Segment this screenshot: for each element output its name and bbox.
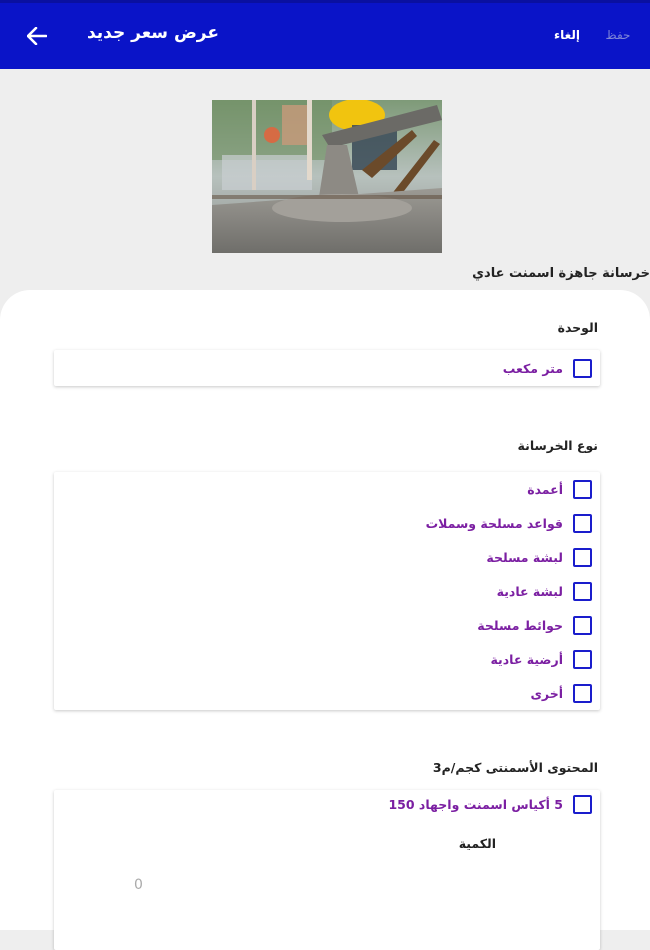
checkbox[interactable] bbox=[573, 650, 592, 669]
option-cubic-meter[interactable] bbox=[192, 356, 592, 380]
option-5-bags-150[interactable] bbox=[192, 792, 592, 816]
option-reinforced-raft[interactable] bbox=[192, 545, 592, 569]
unit-options-card bbox=[54, 350, 600, 386]
option-label: قواعد مسلحة وسملات bbox=[425, 515, 563, 531]
option-label: أخرى bbox=[530, 685, 563, 701]
option-label: لبشة عادية bbox=[496, 583, 563, 599]
option-plain-floor[interactable] bbox=[192, 647, 592, 671]
option-label: 5 أكياس اسمنت واجهاد 150 bbox=[388, 796, 563, 812]
cement-content-card bbox=[54, 790, 600, 950]
option-label: أعمدة bbox=[527, 481, 563, 497]
checkbox[interactable] bbox=[573, 480, 592, 499]
concrete-type-options-card bbox=[54, 472, 600, 710]
form-sheet bbox=[0, 290, 650, 930]
option-other[interactable] bbox=[192, 681, 592, 705]
checkbox[interactable] bbox=[573, 548, 592, 567]
checkbox[interactable] bbox=[573, 359, 592, 378]
option-label: أرضية عادية bbox=[490, 651, 563, 667]
quantity-input[interactable]: 0 bbox=[134, 877, 143, 893]
save-button[interactable]: حفظ bbox=[605, 28, 631, 42]
back-button[interactable] bbox=[22, 21, 52, 51]
checkbox[interactable] bbox=[573, 684, 592, 703]
option-label: حوائط مسلحة bbox=[477, 617, 563, 633]
arrow-left-icon bbox=[27, 27, 47, 45]
cement-content-section-label: المحتوى الأسمنتى كجم/م3 bbox=[432, 760, 598, 775]
checkbox[interactable] bbox=[573, 582, 592, 601]
page-title: عرض سعر جديد bbox=[86, 23, 219, 43]
product-name: خرسانة جاهزة اسمنت عادي bbox=[472, 266, 650, 281]
cancel-button[interactable]: إلغاء bbox=[553, 28, 581, 42]
unit-section-label: الوحدة bbox=[557, 320, 598, 335]
checkbox[interactable] bbox=[573, 795, 592, 814]
concrete-type-section-label: نوع الخرسانة bbox=[517, 438, 598, 453]
checkbox[interactable] bbox=[573, 616, 592, 635]
option-label: لبشة مسلحة bbox=[486, 549, 563, 565]
option-plain-raft[interactable] bbox=[192, 579, 592, 603]
checkbox[interactable] bbox=[573, 514, 592, 533]
option-reinforced-footings[interactable] bbox=[192, 511, 592, 535]
option-reinforced-walls[interactable] bbox=[192, 613, 592, 637]
option-columns[interactable] bbox=[192, 477, 592, 501]
option-label: متر مكعب bbox=[502, 360, 563, 376]
quantity-label: الكمية bbox=[458, 836, 496, 851]
product-image bbox=[212, 100, 442, 253]
app-bar bbox=[0, 0, 650, 69]
